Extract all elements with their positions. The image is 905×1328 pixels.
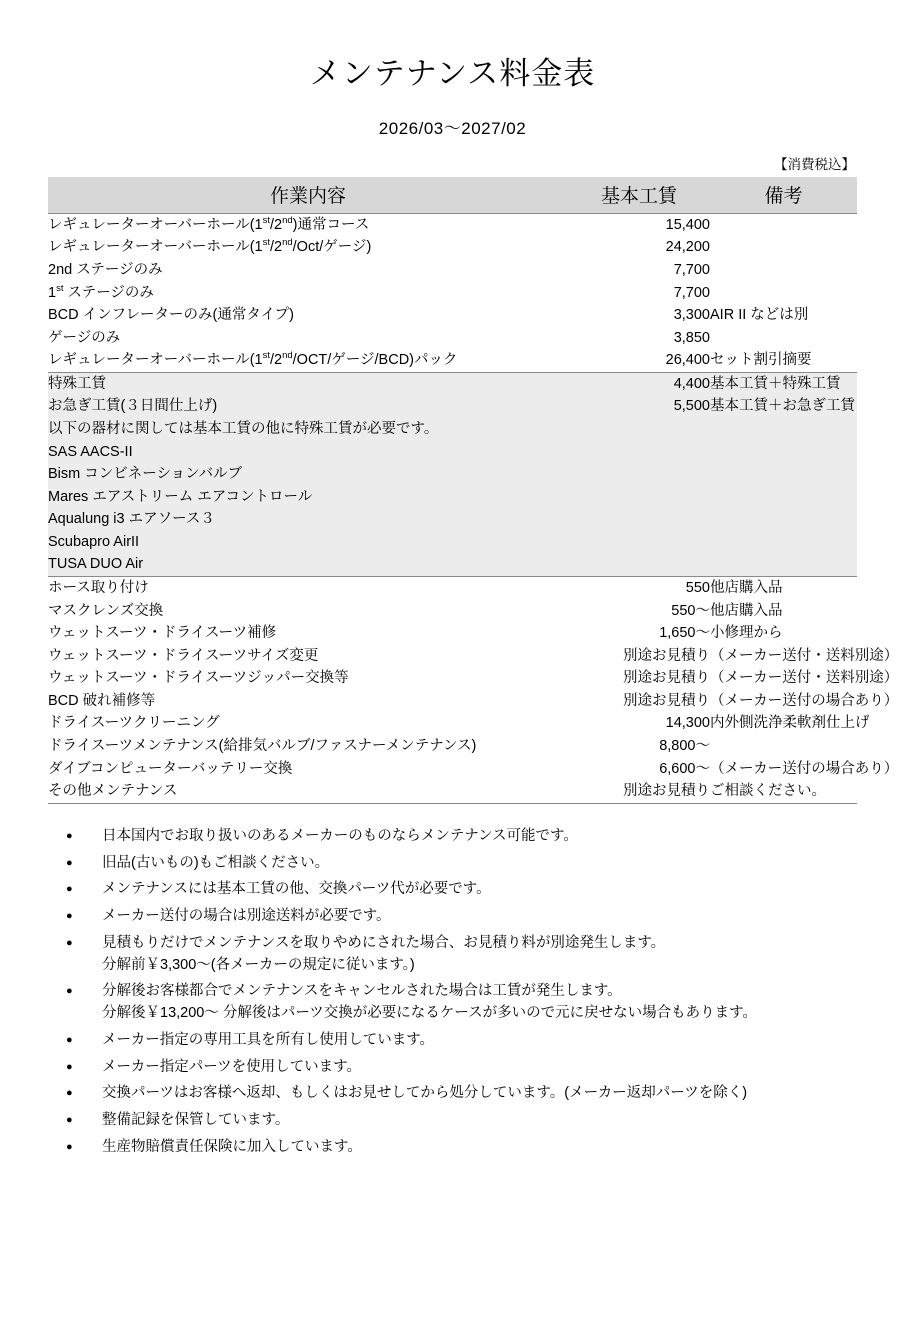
note-text: 交換パーツはお客様へ返却、もしくはお見せしてから処分しています。(メーカー返却パーツを除く) — [102, 1085, 748, 1102]
table-row — [48, 531, 857, 554]
table-row — [48, 508, 857, 531]
cell-fee: 15,400 — [568, 213, 710, 236]
cell-fee: 26,400 — [665, 352, 710, 369]
cell-fee: 7,700 — [673, 261, 710, 278]
table-row — [48, 758, 857, 781]
cell-work: Bism コンビネーションバルブ — [48, 463, 568, 486]
cell-note — [710, 327, 857, 350]
cell-note — [710, 553, 857, 576]
note-item — [58, 879, 857, 901]
note-item — [58, 1137, 857, 1159]
cell-fee — [568, 486, 710, 509]
tax-included-note: 【消費税込】 — [774, 156, 855, 172]
cell-note — [710, 486, 857, 509]
price-list-page — [0, 48, 905, 1328]
note-text: 日本国内でお取り扱いのあるメーカーのものならメンテナンス可能です。 — [102, 827, 578, 844]
note-text: 生産物賠償責任保険に加入しています。 — [102, 1138, 362, 1155]
cell-fee: 別途お見積り — [623, 692, 710, 709]
cell-work: Aqualung i3 エアソース３ — [48, 508, 568, 531]
note-text: メーカー送付の場合は別途送料が必要です。 — [102, 908, 391, 925]
cell-note: （メーカー送付・送料別途） — [710, 670, 899, 687]
cell-fee: 8,800～ — [659, 738, 710, 755]
cell-work: 1st ステージのみ — [48, 282, 154, 301]
note-item — [58, 853, 857, 875]
note-item — [58, 1083, 857, 1105]
cell-note: ご相談ください。 — [710, 780, 857, 803]
cell-fee: 6,600～ — [659, 760, 710, 777]
cell-note — [710, 508, 857, 531]
column-header-note: 備考 — [710, 177, 857, 214]
note-text: 見積もりだけでメンテナンスを取りやめにされた場合、お見積り料が別途発生します。 — [102, 934, 666, 951]
table-row — [48, 622, 857, 645]
note-item — [58, 981, 857, 1025]
cell-work: マスクレンズ交換 — [48, 602, 164, 619]
table-row — [48, 372, 857, 395]
cell-fee — [568, 553, 710, 576]
price-table-body — [48, 213, 899, 803]
cell-fee: 550 — [685, 580, 710, 597]
table-row — [48, 213, 857, 236]
note-text: メンテナンスには基本工賃の他、交換パーツ代が必要です。 — [102, 881, 491, 898]
cell-work: ウェットスーツ・ドライスーツジッパー交換等 — [48, 670, 349, 687]
cell-note — [710, 441, 857, 464]
cell-work: ホース取り付け — [48, 580, 149, 597]
note-text: メーカー指定の専用工具を所有し使用しています。 — [102, 1031, 435, 1048]
table-row — [48, 349, 857, 372]
cell-fee: 4,400 — [568, 372, 710, 395]
cell-fee — [568, 463, 710, 486]
note-subtext: 分解前￥3,300～(各メーカーの規定に従います。) — [102, 956, 415, 973]
cell-note: （メーカー送付の場合あり） — [710, 760, 899, 777]
cell-note — [710, 531, 857, 554]
cell-fee: 550～ — [671, 602, 710, 619]
table-row — [48, 441, 857, 464]
table-row — [48, 690, 857, 713]
cell-note — [710, 735, 857, 758]
cell-fee: 3,300 — [673, 307, 710, 324]
cell-fee: 24,200 — [665, 239, 710, 256]
cell-note — [710, 463, 857, 486]
cell-note: 基本工賃＋お急ぎ工賃 — [710, 395, 857, 418]
cell-note: セット割引摘要 — [710, 352, 812, 369]
note-item — [58, 933, 857, 977]
table-row — [48, 259, 857, 282]
cell-fee: 14,300 — [665, 715, 710, 732]
note-text: 旧品(古いもの)もご相談ください。 — [102, 854, 330, 871]
table-row — [48, 667, 857, 690]
table-row — [48, 395, 857, 418]
cell-work: BCD インフレーターのみ(通常タイプ) — [48, 307, 294, 324]
cell-work: ウェットスーツ・ドライスーツサイズ変更 — [48, 647, 319, 664]
cell-note: 内外側洗浄柔軟剤仕上げ — [710, 715, 870, 732]
cell-work: お急ぎ工賃(３日間仕上げ) — [48, 395, 568, 418]
price-table-head — [48, 177, 857, 214]
note-text: 整備記録を保管しています。 — [102, 1112, 290, 1129]
cell-fee: 1,650～ — [659, 625, 710, 642]
cell-work: 2nd ステージのみ — [48, 261, 163, 278]
cell-note — [710, 236, 857, 259]
table-row — [48, 418, 857, 441]
note-item — [58, 826, 857, 848]
cell-work: ドライスーツクリーニング — [48, 715, 220, 732]
table-row — [48, 553, 857, 576]
table-row — [48, 600, 857, 623]
table-row — [48, 645, 857, 668]
cell-work: ゲージのみ — [48, 329, 121, 346]
note-item — [58, 1110, 857, 1132]
cell-fee — [568, 441, 710, 464]
cell-note: 小修理から — [710, 625, 783, 642]
note-item — [58, 1057, 857, 1079]
cell-work: Scubapro AirII — [48, 531, 568, 554]
cell-fee — [568, 508, 710, 531]
cell-note — [710, 282, 857, 305]
cell-fee: 別途お見積り — [623, 647, 710, 664]
table-row — [48, 712, 857, 735]
cell-work: TUSA DUO Air — [48, 553, 568, 576]
table-row — [48, 304, 857, 327]
cell-note — [710, 259, 857, 282]
cell-fee: 7,700 — [673, 284, 710, 301]
cell-work: レギュレーターオーバーホール(1st/2nd/OCT/ゲージ/BCD)パック — [48, 350, 458, 369]
cell-work: SAS AACS-II — [48, 441, 568, 464]
page-title: メンテナンス料金表 — [309, 56, 596, 91]
table-row — [48, 282, 857, 305]
cell-note: （メーカー送付の場合あり） — [710, 692, 899, 709]
cell-note — [710, 418, 857, 441]
note-text: 分解後お客様都合でメンテナンスをキャンセルされた場合は工賃が発生します。 — [102, 983, 622, 1000]
note-item — [58, 906, 857, 928]
cell-note: 他店購入品 — [710, 602, 783, 619]
cell-work: レギュレーターオーバーホール(1st/2nd)通常コース — [48, 213, 568, 236]
table-row — [48, 577, 857, 600]
cell-fee: 5,500 — [568, 395, 710, 418]
note-subtext: 分解後￥13,200～ 分解後はパーツ交換が必要になるケースが多いので元に戻せない場合もあります。 — [102, 1005, 757, 1022]
cell-fee: 3,850 — [673, 329, 710, 346]
cell-fee: 別途お見積り — [568, 780, 710, 803]
cell-work: 以下の器材に関しては基本工賃の他に特殊工賃が必要です。 — [48, 418, 568, 441]
column-header-work: 作業内容 — [48, 177, 568, 214]
table-row — [48, 780, 857, 803]
cell-work: ウェットスーツ・ドライスーツ補修 — [48, 625, 277, 642]
column-header-fee: 基本工賃 — [568, 177, 710, 214]
price-table — [48, 177, 899, 804]
table-row — [48, 735, 857, 758]
cell-fee — [568, 418, 710, 441]
cell-work: Mares エアストリーム エアコントロール — [48, 486, 568, 509]
cell-note: AIR II などは別 — [710, 307, 809, 324]
table-row — [48, 236, 857, 259]
note-item — [58, 1030, 857, 1052]
notes-list — [48, 826, 857, 1159]
cell-note: 他店購入品 — [710, 580, 783, 597]
cell-work: ダイブコンピューターバッテリー交換 — [48, 760, 293, 777]
table-row — [48, 486, 857, 509]
cell-work: ドライスーツメンテナンス(給排気バルブ/ファスナーメンテナンス) — [48, 738, 477, 755]
table-row — [48, 327, 857, 350]
cell-work: BCD 破れ補修等 — [48, 692, 156, 709]
note-text: メーカー指定パーツを使用しています。 — [102, 1058, 361, 1075]
cell-work: レギュレーターオーバーホール(1st/2nd/Oct/ゲージ) — [48, 237, 372, 256]
cell-note: （メーカー送付・送料別途） — [710, 647, 899, 664]
cell-note — [710, 213, 857, 236]
table-row — [48, 463, 857, 486]
table-header-row — [48, 177, 857, 214]
cell-work: 特殊工賃 — [48, 372, 568, 395]
cell-work: その他メンテナンス — [48, 780, 568, 803]
page-subtitle: 2026/03～2027/02 — [378, 118, 527, 138]
cell-note: 基本工賃＋特殊工賃 — [710, 372, 857, 395]
cell-fee — [568, 531, 710, 554]
cell-fee: 別途お見積り — [623, 670, 710, 687]
